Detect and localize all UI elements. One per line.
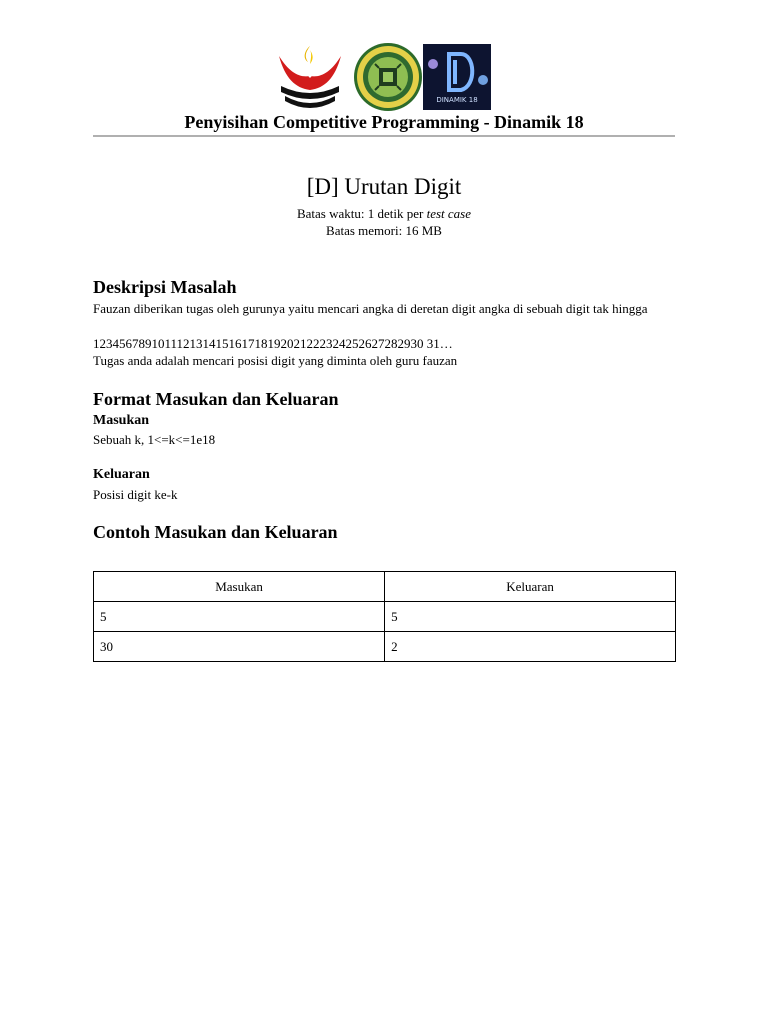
- output-text: Posisi digit ke-k: [93, 487, 178, 502]
- header-logos: [275, 42, 495, 112]
- time-limit: [93, 206, 675, 222]
- time-limit-prefix: Batas waktu: 1 detik per: [296, 206, 427, 221]
- time-limit-suffix: test case: [426, 206, 471, 221]
- memory-limit: Batas memori: 16 MB: [326, 223, 442, 238]
- table-header-input: Masukan: [94, 572, 385, 602]
- table-cell-output: 2: [385, 632, 676, 662]
- svg-text:DINAMIK 18: DINAMIK 18: [436, 96, 478, 104]
- header-title: Penyisihan Competitive Programming - Dinamik 18: [184, 112, 584, 132]
- upi-logo: [275, 42, 345, 112]
- output-label: Keluaran: [93, 467, 150, 482]
- sample-heading: Contoh Masukan dan Keluaran: [93, 522, 338, 542]
- sample-table: [93, 571, 676, 662]
- dinamik-logo: [423, 44, 491, 110]
- table-cell-input: 30: [94, 632, 385, 662]
- description-text: Fauzan diberikan tugas oleh gurunya yaitu mencari angka di deretan digit angka di sebuah digit tak hingga: [93, 301, 648, 316]
- kmk-logo: [353, 42, 423, 112]
- format-heading: Format Masukan dan Keluaran: [93, 389, 339, 409]
- input-text: Sebuah k, 1<=k<=1e18: [93, 432, 216, 447]
- table-header-row: [94, 572, 676, 602]
- problem-title: [D] Urutan Digit: [306, 174, 462, 199]
- table-row: [94, 602, 676, 632]
- header-divider: [93, 135, 675, 137]
- table-cell-output: 5: [385, 602, 676, 632]
- table-row: [94, 632, 676, 662]
- description-task: Tugas anda adalah mencari posisi digit yang diminta oleh guru fauzan: [93, 353, 458, 368]
- digit-sequence: 123456789101112131415161718192021222324252627282930 31…: [93, 336, 453, 351]
- input-label: Masukan: [93, 413, 150, 428]
- table-cell-input: 5: [94, 602, 385, 632]
- table-header-output: Keluaran: [385, 572, 676, 602]
- description-heading: Deskripsi Masalah: [93, 277, 237, 297]
